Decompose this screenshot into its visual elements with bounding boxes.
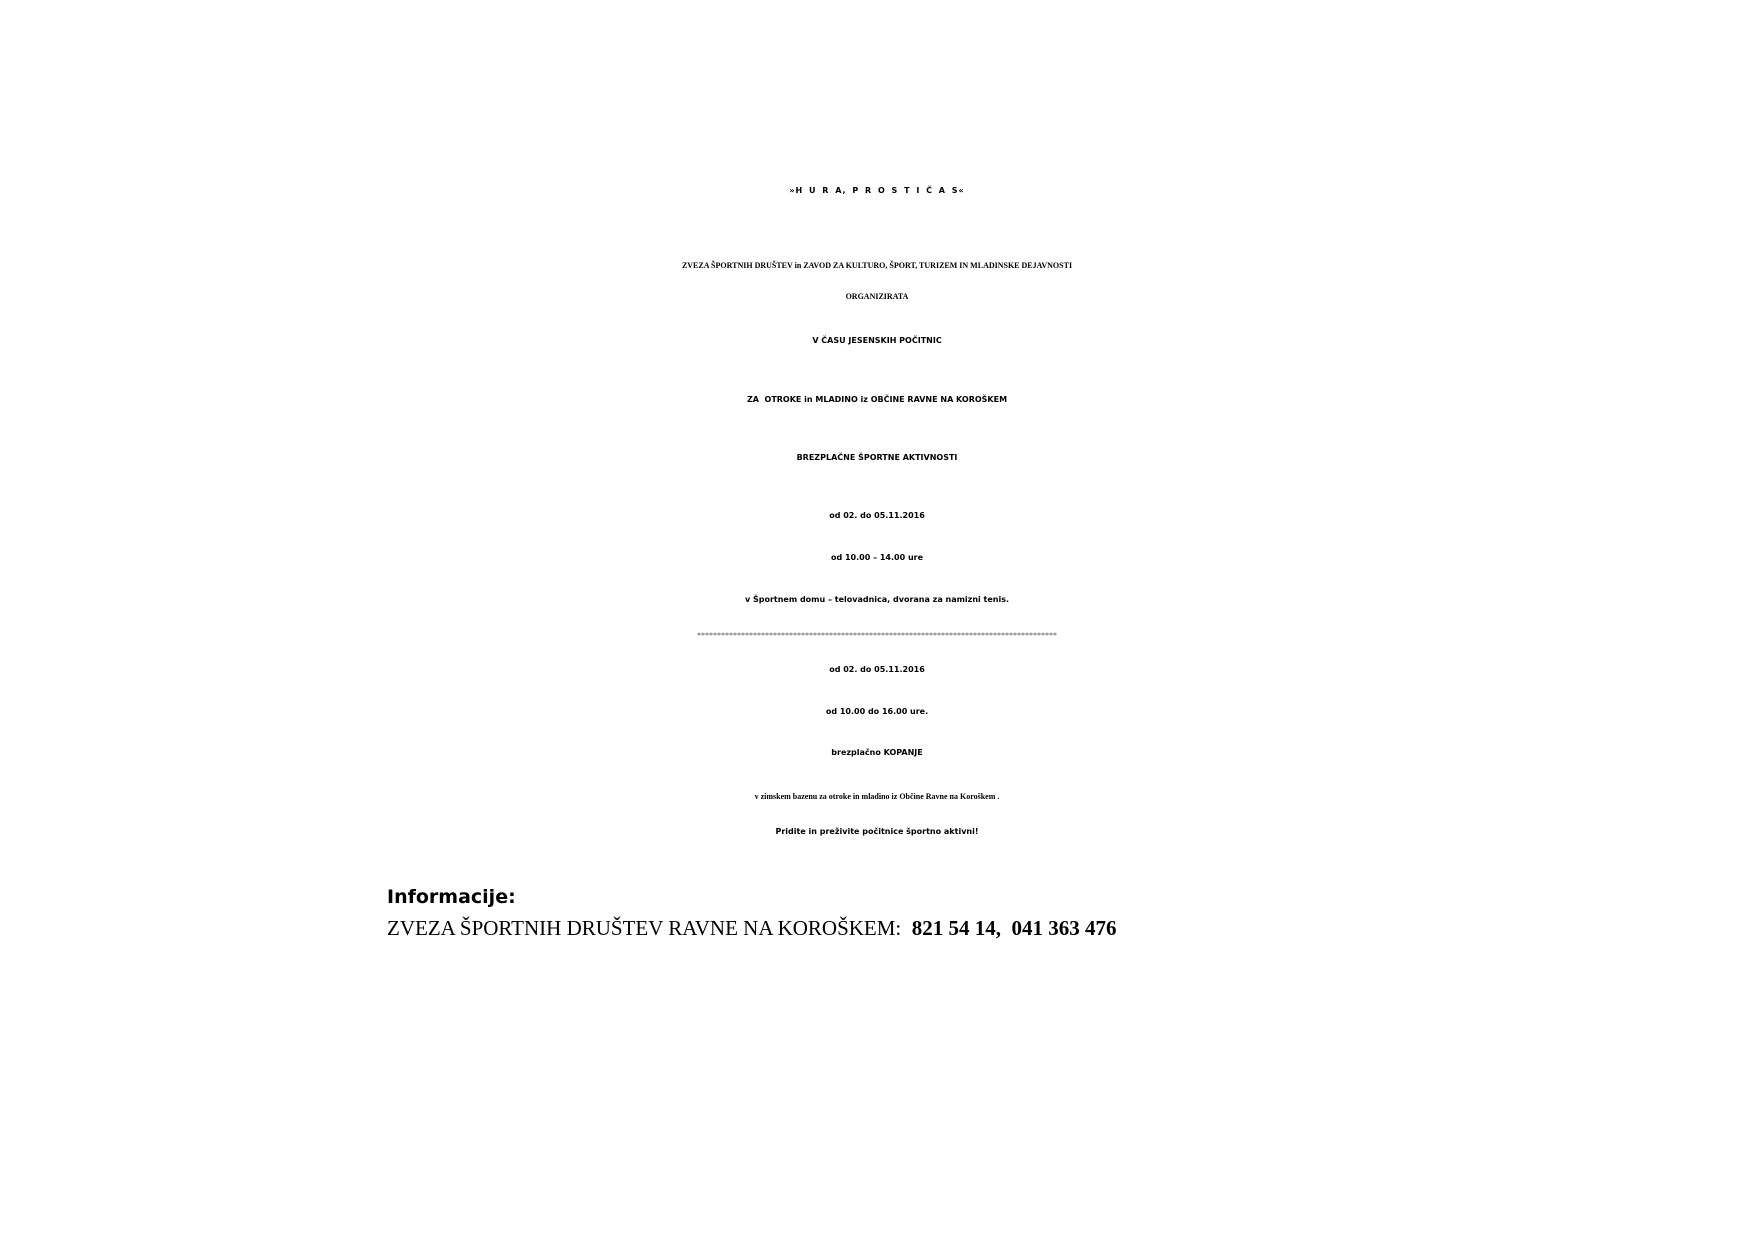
headline-free-activities: BREZPLAČNE ŠPORTNE AKTIVNOSTI <box>796 453 958 462</box>
headline-target-audience: ZA OTROKE in MLADINO iz OBČINE RAVNE NA KOROŠKEM <box>746 395 1008 404</box>
info-phone-numbers: 821 54 14, 041 363 476 <box>911 916 1117 940</box>
poster-title: »H U R A, P R O S T I Č A S« <box>789 186 965 195</box>
info-organization: ZVEZA ŠPORTNIH DRUŠTEV RAVNE NA KOROŠKEM: <box>387 916 912 940</box>
sports-time: od 10.00 – 14.00 ure <box>830 553 924 562</box>
sports-location: v Športnem domu – telovadnica, dvorana za namizni tenis. <box>744 595 1010 604</box>
info-label: Informacije: <box>387 886 516 908</box>
info-contact <box>387 916 1117 941</box>
organizers-line: ZVEZA ŠPORTNIH DRUŠTEV in ZAVOD ZA KULTURO, ŠPORT, TURIZEM IN MLADINSKE DEJAVNOSTI <box>681 261 1073 270</box>
headline-autumn-holidays: V ČASU JESENSKIH POČITNIC <box>812 336 942 345</box>
asterisk-separator: ****************************************************************************************** <box>697 631 1057 640</box>
swim-title: brezplačno KOPANJE <box>831 748 923 757</box>
organizers-verb: ORGANIZIRATA <box>845 292 909 301</box>
swim-dates: od 02. do 05.11.2016 <box>829 665 925 674</box>
swim-location: v zimskem bazenu za otroke in mladino iz Občine Ravne na Koroškem . <box>754 792 1000 801</box>
swim-time: od 10.00 do 16.00 ure. <box>825 707 929 716</box>
sports-dates: od 02. do 05.11.2016 <box>829 511 925 520</box>
call-to-action: Pridite in preživite počitnice športno aktivni! <box>775 827 979 836</box>
